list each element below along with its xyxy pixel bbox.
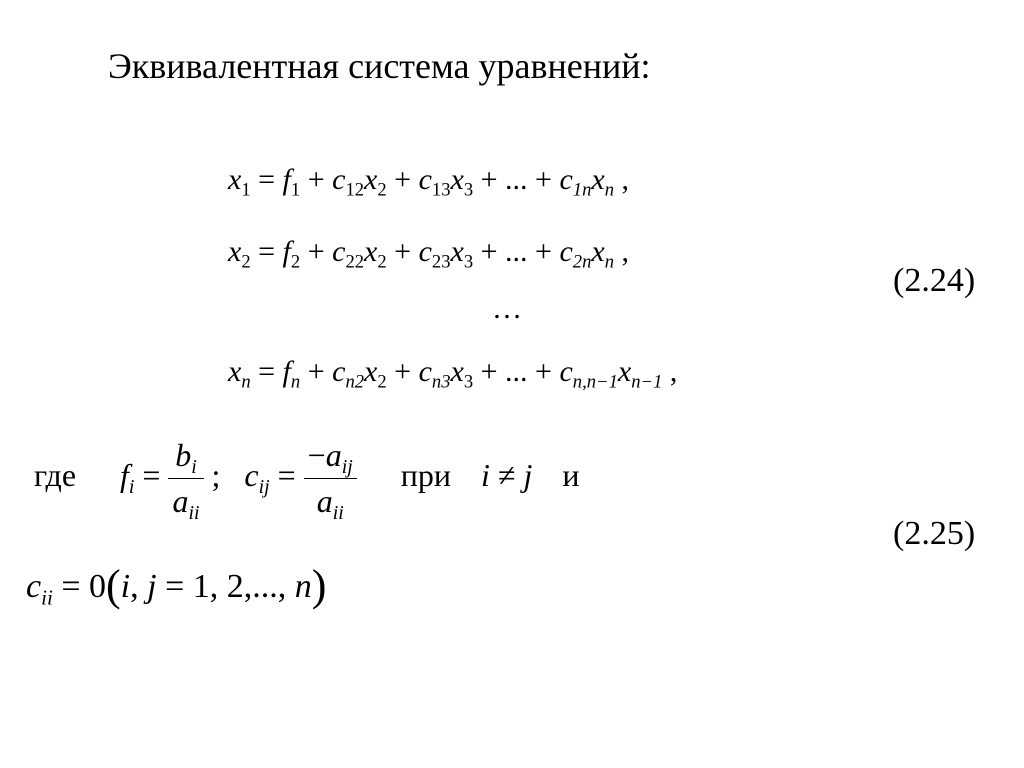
fraction-c: $\frac{-a_{ij}}{a_{ii}}$ — [304, 437, 357, 520]
equation-n: $x_n = f_n + c_{n2}x_2 + c_{n3}x_3$ + ... + $c_{n,n-1}x_{n-1}$ , — [228, 355, 678, 393]
cii-zero-line: $c_{ii} = 0(i$, j = 1, 2,..., n) — [26, 561, 327, 610]
and-word: и — [562, 456, 580, 493]
fraction-f: $\frac{b_i}{a_{ii}}$ — [168, 437, 203, 520]
equation-1: $x_1 = f_1 + c_{12}x_2 + c_{13}x_3$ + ... + $c_{1n}x_n$ , — [228, 163, 630, 201]
slide-title: Эквивалентная система уравнений: — [108, 46, 651, 86]
equation-number-2-25: (2.25) — [893, 515, 976, 552]
equation-number-2-24: (2.24) — [893, 262, 976, 299]
definitions-line: где $f_i$ = $\frac{b_i}{a_{ii}}$ ; $c_{ij}$ = $\frac{-a_{ij}}{a_{ii}}$ при i ≠ j и — [34, 437, 580, 524]
ellipsis: … — [492, 292, 522, 325]
where-word: где — [34, 456, 77, 493]
condition-word: при — [400, 456, 451, 493]
equation-2: $x_2 = f_2 + c_{22}x_2 + c_{23}x_3$ + ... + $c_{2n}x_n$ , — [228, 235, 630, 273]
